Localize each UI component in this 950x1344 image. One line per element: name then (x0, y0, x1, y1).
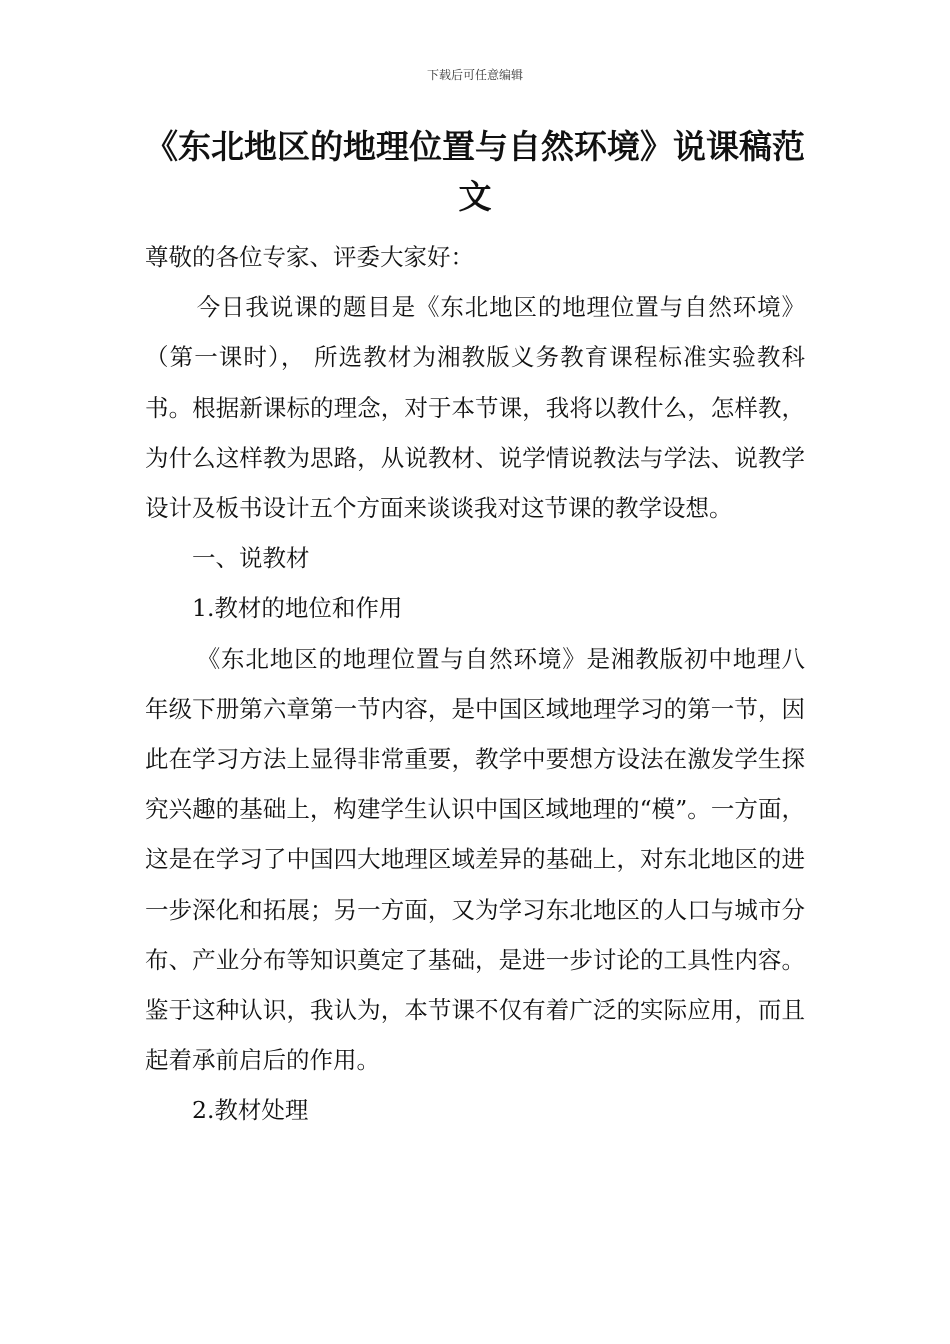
header-note: 下载后可任意编辑 (426, 68, 523, 82)
greeting-paragraph: 尊敬的各位专家、评委大家好： (145, 243, 474, 271)
intro-paragraph: 今日我说课的题目是《东北地区的地理位置与自然环境》（第一课时）， 所选教材为湘教版义务教育课程标准实验教科书。根据新课标的理念，对于本节课，我将以教什么，怎样教，为什么这样教为思路，从说教材、说学情说教法与学法、说教学设计及板书设计五个方面来谈谈我对这节课的教学设想。 (145, 293, 805, 523)
subheading-1: 1.教材的地位和作用 (192, 594, 403, 623)
document-title: 《东北地区的地理位置与自然环境》说课稿范文 (145, 127, 805, 216)
document-body (145, 232, 805, 1136)
body-paragraph-1: 《东北地区的地理位置与自然环境》是湘教版初中地理八年级下册第六章第一节内容，是中国区域地理学习的第一节，因此在学习方法上显得非常重要，教学中要想方设法在激发学生探究兴趣的基础上，构建学生认识中国区域地理的“模”。一方面，这是在学习了中国四大地理区域差异的基础上，对东北地区的进一步深化和拓展；另一方面，又为学习东北地区的人口与城市分布、产业分布等知识奠定了基础，是进一步讨论的工具性内容。鉴于这种认识，我认为，本节课不仅有着广泛的实际应用，而且起着承前启后的作用。 (145, 644, 805, 1075)
section-heading: 一、说教材 (192, 544, 310, 573)
subheading-2: 2.教材处理 (192, 1096, 309, 1125)
